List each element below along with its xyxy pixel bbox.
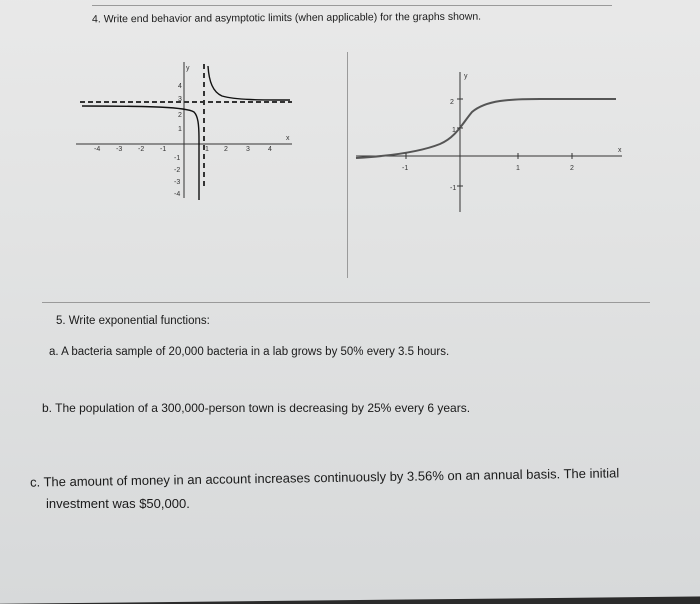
graph-1-y-tick: -4 — [174, 191, 181, 198]
graph-1-x-tick: -3 — [116, 146, 123, 153]
graph-1-x-tick: 2 — [224, 146, 228, 153]
graph-1-y-tick: 4 — [178, 83, 182, 90]
graph-2-y-tick: 2 — [450, 99, 454, 106]
graph-1-x-axis-label: x — [286, 135, 290, 142]
section-rule — [42, 302, 650, 303]
graph-1-y-tick: -3 — [174, 179, 181, 186]
graph-1-y-tick: 2 — [178, 112, 182, 119]
graph-2-x-tick: -1 — [402, 165, 409, 172]
graph-1-y-tick: -1 — [174, 155, 181, 162]
question-5a-text: a. A bacteria sample of 20,000 bacteria in a lab grows by 50% every 3.5 hours. — [49, 346, 450, 358]
question-5c-text-line-2: investment was $50,000. — [46, 496, 190, 511]
graph-1-x-tick: -2 — [138, 146, 145, 153]
graph-1-x-tick: 1 — [205, 146, 209, 153]
graph-2-y-tick: -1 — [450, 185, 457, 192]
graph-2-y-axis-label: y — [464, 73, 468, 80]
question-5-text: 5. Write exponential functions: — [56, 315, 210, 327]
question-5b-text: b. The population of a 300,000-person town is decreasing by 25% every 6 years. — [42, 401, 471, 415]
question-4-text: 4. Write end behavior and asymptotic limits (when applicable) for the graphs shown. — [91, 10, 482, 26]
graph-1-y-tick: 1 — [178, 126, 182, 133]
graph-2-y-tick: 1 — [452, 127, 456, 134]
graph-2-x-tick: 2 — [570, 165, 574, 172]
graph-1-x-tick: -1 — [160, 146, 167, 153]
graph-2-x-axis-label: x — [618, 147, 622, 154]
graph-1-x-tick: 4 — [268, 146, 272, 153]
question-5c-text-line-1: c. The amount of money in an account increases continuously by 3.56% on an annual basis. The initial — [29, 465, 620, 490]
graph-1-y-tick: -2 — [174, 167, 181, 174]
graph-2-curve — [356, 99, 616, 158]
graph-1-y-axis-label: y — [186, 65, 190, 72]
graph-2-x-tick: 1 — [516, 165, 520, 172]
graph-1-x-tick: -4 — [94, 146, 101, 153]
graph-1-x-tick: 3 — [246, 146, 250, 153]
graph-1-y-tick: 3 — [178, 96, 182, 103]
